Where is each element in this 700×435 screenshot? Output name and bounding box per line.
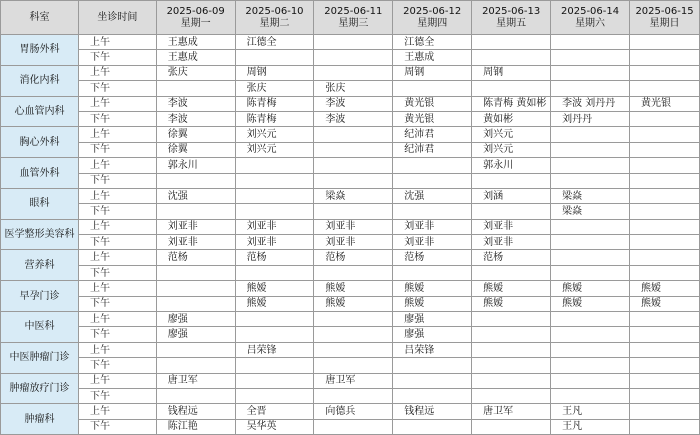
doctor-cell: 吕荣锋: [235, 342, 314, 357]
day-header: [393, 1, 472, 35]
doctor-cell: 纪沛君: [393, 127, 472, 142]
table-row: [1, 250, 700, 265]
doctor-cell: [630, 327, 700, 342]
doctor-cell: [551, 342, 630, 357]
doctor-cell: [630, 188, 700, 203]
doctor-cell: 熊嫒: [551, 296, 630, 311]
day-weekday: 星期日: [649, 17, 680, 29]
doctor-cell: [235, 204, 314, 219]
day-weekday: 星期一: [180, 17, 211, 29]
session-label: 下午: [78, 358, 156, 373]
doctor-cell: [472, 81, 551, 96]
day-header: [235, 1, 314, 35]
doctor-cell: [393, 81, 472, 96]
doctor-cell: [472, 204, 551, 219]
doctor-cell: 周钢: [235, 65, 314, 80]
table-row: [1, 158, 700, 173]
doctor-cell: 熊嫒: [314, 281, 393, 296]
table-row: [1, 342, 700, 357]
department-name: 眼科: [1, 188, 79, 219]
doctor-cell: [314, 342, 393, 357]
session-label: 上午: [78, 342, 156, 357]
table-row: [1, 388, 700, 403]
day-header: [156, 1, 235, 35]
doctor-cell: [235, 358, 314, 373]
doctor-cell: [314, 419, 393, 434]
doctor-cell: [472, 419, 551, 434]
table-row: [1, 50, 700, 65]
doctor-cell: [314, 173, 393, 188]
doctor-cell: 吕荣锋: [393, 342, 472, 357]
doctor-cell: 张庆: [156, 65, 235, 80]
doctor-cell: [156, 358, 235, 373]
doctor-cell: [630, 111, 700, 126]
session-label: 下午: [78, 173, 156, 188]
doctor-cell: [393, 388, 472, 403]
doctor-cell: 李波: [314, 111, 393, 126]
session-label: 下午: [78, 142, 156, 157]
doctor-cell: [235, 188, 314, 203]
doctor-cell: 张庆: [235, 81, 314, 96]
doctor-cell: [551, 358, 630, 373]
table-row: [1, 419, 700, 434]
doctor-cell: [630, 388, 700, 403]
table-row: [1, 373, 700, 388]
day-date: 2025-06-11: [324, 5, 383, 17]
doctor-cell: 梁焱: [314, 188, 393, 203]
day-date: 2025-06-14: [561, 5, 620, 17]
doctor-cell: 熊嫒: [630, 296, 700, 311]
doctor-cell: [393, 173, 472, 188]
doctor-cell: [630, 35, 700, 50]
day-date: 2025-06-09: [166, 5, 225, 17]
day-header: [472, 1, 551, 35]
doctor-cell: 李波: [314, 96, 393, 111]
doctor-cell: [314, 358, 393, 373]
doctor-cell: 陈青梅: [235, 111, 314, 126]
doctor-cell: 熊嫒: [235, 281, 314, 296]
doctor-cell: 江德全: [235, 35, 314, 50]
department-name: 肿瘤放疗门诊: [1, 373, 79, 404]
doctor-cell: [314, 127, 393, 142]
doctor-cell: [630, 358, 700, 373]
department-name: 血管外科: [1, 158, 79, 189]
doctor-cell: [235, 312, 314, 327]
doctor-cell: 唐卫军: [156, 373, 235, 388]
doctor-cell: 李波 刘丹丹: [551, 96, 630, 111]
header-row: [1, 1, 700, 35]
day-header: [551, 1, 630, 35]
day-date: 2025-06-13: [482, 5, 541, 17]
doctor-cell: [472, 327, 551, 342]
session-label: 下午: [78, 419, 156, 434]
doctor-cell: 王惠成: [393, 50, 472, 65]
doctor-cell: 徐翼: [156, 127, 235, 142]
doctor-cell: 张庆: [314, 81, 393, 96]
doctor-cell: [393, 419, 472, 434]
department-name: 营养科: [1, 250, 79, 281]
session-label: 下午: [78, 327, 156, 342]
department-name: 中医肿瘤门诊: [1, 342, 79, 373]
schedule-header: [1, 1, 700, 35]
doctor-cell: 熊嫒: [393, 296, 472, 311]
session-label: 下午: [78, 81, 156, 96]
department-name: 早孕门诊: [1, 281, 79, 312]
table-row: [1, 358, 700, 373]
dept-header: 科室: [1, 1, 79, 35]
doctor-cell: 熊嫒: [472, 296, 551, 311]
doctor-cell: 范杨: [156, 250, 235, 265]
doctor-cell: [235, 373, 314, 388]
table-row: [1, 281, 700, 296]
doctor-cell: 唐卫军: [472, 404, 551, 419]
doctor-cell: [314, 50, 393, 65]
doctor-cell: [630, 142, 700, 157]
doctor-cell: [630, 158, 700, 173]
doctor-cell: 钱程远: [156, 404, 235, 419]
session-label: 上午: [78, 158, 156, 173]
doctor-cell: [551, 219, 630, 234]
doctor-cell: [630, 173, 700, 188]
doctor-cell: 刘亚非: [472, 219, 551, 234]
doctor-cell: 李波: [156, 96, 235, 111]
session-label: 下午: [78, 388, 156, 403]
doctor-cell: 吴华英: [235, 419, 314, 434]
doctor-cell: [314, 142, 393, 157]
doctor-cell: [551, 65, 630, 80]
doctor-cell: [551, 312, 630, 327]
doctor-cell: 黄光银: [393, 96, 472, 111]
doctor-cell: [551, 50, 630, 65]
doctor-cell: [156, 281, 235, 296]
session-label: 上午: [78, 219, 156, 234]
doctor-cell: 刘亚非: [235, 235, 314, 250]
session-label: 上午: [78, 35, 156, 50]
doctor-cell: [156, 388, 235, 403]
session-label: 上午: [78, 281, 156, 296]
table-row: [1, 188, 700, 203]
doctor-cell: 刘亚非: [393, 235, 472, 250]
doctor-cell: [630, 50, 700, 65]
doctor-cell: [551, 327, 630, 342]
doctor-cell: [156, 173, 235, 188]
doctor-cell: [472, 358, 551, 373]
doctor-cell: [630, 342, 700, 357]
session-label: 上午: [78, 96, 156, 111]
table-row: [1, 81, 700, 96]
doctor-cell: 范杨: [235, 250, 314, 265]
doctor-cell: 徐翼: [156, 142, 235, 157]
doctor-cell: [235, 388, 314, 403]
doctor-cell: 郭永川: [472, 158, 551, 173]
session-label: 上午: [78, 312, 156, 327]
table-row: [1, 173, 700, 188]
doctor-cell: 刘丹丹: [551, 111, 630, 126]
doctor-cell: [551, 388, 630, 403]
doctor-cell: 熊嫒: [393, 281, 472, 296]
doctor-cell: [314, 265, 393, 280]
session-label: 上午: [78, 127, 156, 142]
schedule-body: [1, 35, 700, 435]
doctor-cell: [314, 312, 393, 327]
doctor-cell: [630, 219, 700, 234]
department-name: 心血管内科: [1, 96, 79, 127]
doctor-cell: 刘兴元: [235, 142, 314, 157]
table-row: [1, 96, 700, 111]
doctor-cell: [630, 81, 700, 96]
table-row: [1, 404, 700, 419]
doctor-cell: 刘亚非: [156, 235, 235, 250]
doctor-cell: [156, 265, 235, 280]
doctor-cell: [472, 388, 551, 403]
session-label: 上午: [78, 373, 156, 388]
day-date: 2025-06-12: [403, 5, 462, 17]
doctor-cell: 熊嫒: [235, 296, 314, 311]
doctor-cell: [156, 204, 235, 219]
doctor-cell: [630, 250, 700, 265]
doctor-cell: [551, 142, 630, 157]
doctor-cell: 廖强: [156, 327, 235, 342]
doctor-cell: [472, 342, 551, 357]
doctor-cell: [551, 81, 630, 96]
doctor-cell: [630, 312, 700, 327]
doctor-cell: [472, 173, 551, 188]
doctor-cell: 向德兵: [314, 404, 393, 419]
table-row: [1, 296, 700, 311]
doctor-cell: [551, 35, 630, 50]
doctor-cell: 郭永川: [156, 158, 235, 173]
day-weekday: 星期六: [575, 17, 606, 29]
doctor-cell: 陈青梅: [235, 96, 314, 111]
table-row: [1, 219, 700, 234]
doctor-cell: 刘亚非: [156, 219, 235, 234]
department-name: 胃肠外科: [1, 35, 79, 66]
doctor-cell: 刘亚非: [314, 219, 393, 234]
doctor-cell: [630, 127, 700, 142]
doctor-cell: [630, 204, 700, 219]
table-row: [1, 35, 700, 50]
doctor-cell: 刘兴元: [472, 142, 551, 157]
session-label: 下午: [78, 50, 156, 65]
doctor-cell: [235, 50, 314, 65]
day-weekday: 星期三: [338, 17, 369, 29]
table-row: [1, 65, 700, 80]
doctor-cell: [551, 265, 630, 280]
doctor-cell: 廖强: [156, 312, 235, 327]
doctor-cell: 熊嫒: [314, 296, 393, 311]
day-weekday: 星期四: [417, 17, 448, 29]
table-row: [1, 111, 700, 126]
doctor-cell: [235, 327, 314, 342]
day-weekday: 星期五: [496, 17, 527, 29]
doctor-cell: [630, 65, 700, 80]
doctor-cell: 江德全: [393, 35, 472, 50]
table-row: [1, 142, 700, 157]
session-label: 下午: [78, 111, 156, 126]
session-label: 上午: [78, 404, 156, 419]
day-header: [630, 1, 700, 35]
department-name: 肿瘤科: [1, 404, 79, 435]
table-row: [1, 127, 700, 142]
doctor-cell: 刘亚非: [235, 219, 314, 234]
department-name: 胸心外科: [1, 127, 79, 158]
doctor-cell: 全晋: [235, 404, 314, 419]
doctor-cell: [235, 265, 314, 280]
doctor-cell: 黄光银: [393, 111, 472, 126]
time-header: 坐诊时间: [78, 1, 156, 35]
doctor-cell: 黄如彬: [472, 111, 551, 126]
doctor-cell: 王惠成: [156, 50, 235, 65]
session-label: 上午: [78, 65, 156, 80]
doctor-cell: [551, 373, 630, 388]
doctor-cell: [472, 50, 551, 65]
session-label: 下午: [78, 235, 156, 250]
session-label: 下午: [78, 265, 156, 280]
department-name: 中医科: [1, 312, 79, 343]
table-row: [1, 312, 700, 327]
doctor-cell: 周钢: [393, 65, 472, 80]
doctor-cell: [551, 250, 630, 265]
doctor-cell: [551, 158, 630, 173]
doctor-cell: 陈青梅 黄如彬: [472, 96, 551, 111]
doctor-cell: [156, 342, 235, 357]
doctor-cell: 王凡: [551, 404, 630, 419]
doctor-cell: [551, 235, 630, 250]
day-date: 2025-06-15: [635, 5, 694, 17]
doctor-cell: 刘兴元: [235, 127, 314, 142]
doctor-cell: 廖强: [393, 327, 472, 342]
doctor-cell: [314, 65, 393, 80]
doctor-cell: 刘亚非: [314, 235, 393, 250]
doctor-cell: 周钢: [472, 65, 551, 80]
doctor-cell: [393, 373, 472, 388]
table-row: [1, 327, 700, 342]
table-row: [1, 265, 700, 280]
department-name: 医学整形美容科: [1, 219, 79, 250]
doctor-cell: [472, 265, 551, 280]
doctor-cell: [393, 204, 472, 219]
doctor-cell: [314, 158, 393, 173]
doctor-cell: [393, 358, 472, 373]
doctor-cell: [472, 312, 551, 327]
doctor-cell: [156, 296, 235, 311]
doctor-cell: [314, 327, 393, 342]
doctor-cell: 沈强: [156, 188, 235, 203]
doctor-cell: 廖强: [393, 312, 472, 327]
doctor-cell: [630, 373, 700, 388]
doctor-cell: [630, 265, 700, 280]
doctor-cell: 王凡: [551, 419, 630, 434]
doctor-cell: [630, 404, 700, 419]
doctor-cell: [472, 35, 551, 50]
doctor-cell: 熊嫒: [630, 281, 700, 296]
doctor-cell: 纪沛君: [393, 142, 472, 157]
doctor-cell: [551, 173, 630, 188]
doctor-cell: [314, 388, 393, 403]
day-header: [314, 1, 393, 35]
doctor-cell: [156, 81, 235, 96]
doctor-cell: 范杨: [393, 250, 472, 265]
doctor-cell: 李波: [156, 111, 235, 126]
doctor-cell: [314, 35, 393, 50]
department-name: 消化内科: [1, 65, 79, 96]
doctor-cell: [393, 265, 472, 280]
table-row: [1, 235, 700, 250]
table-row: [1, 204, 700, 219]
session-label: 上午: [78, 188, 156, 203]
doctor-cell: 熊嫒: [472, 281, 551, 296]
doctor-cell: 沈强: [393, 188, 472, 203]
doctor-cell: [630, 419, 700, 434]
doctor-cell: [235, 173, 314, 188]
doctor-cell: 陈江艳: [156, 419, 235, 434]
session-label: 上午: [78, 250, 156, 265]
doctor-cell: 梁焱: [551, 188, 630, 203]
day-date: 2025-06-10: [245, 5, 304, 17]
doctor-cell: 王惠成: [156, 35, 235, 50]
doctor-cell: 熊嫒: [551, 281, 630, 296]
doctor-cell: [393, 158, 472, 173]
doctor-cell: 黄光银: [630, 96, 700, 111]
session-label: 下午: [78, 204, 156, 219]
day-weekday: 星期二: [259, 17, 290, 29]
doctor-cell: 唐卫军: [314, 373, 393, 388]
doctor-cell: 刘兴元: [472, 127, 551, 142]
session-label: 下午: [78, 296, 156, 311]
doctor-cell: [235, 158, 314, 173]
doctor-cell: [314, 204, 393, 219]
doctor-cell: [551, 127, 630, 142]
doctor-cell: 钱程远: [393, 404, 472, 419]
doctor-cell: [472, 373, 551, 388]
doctor-cell: 梁焱: [551, 204, 630, 219]
doctor-cell: [630, 235, 700, 250]
doctor-cell: 刘亚非: [393, 219, 472, 234]
doctor-cell: 刘亚非: [472, 235, 551, 250]
doctor-cell: 范杨: [472, 250, 551, 265]
doctor-cell: 刘涵: [472, 188, 551, 203]
doctor-cell: 范杨: [314, 250, 393, 265]
